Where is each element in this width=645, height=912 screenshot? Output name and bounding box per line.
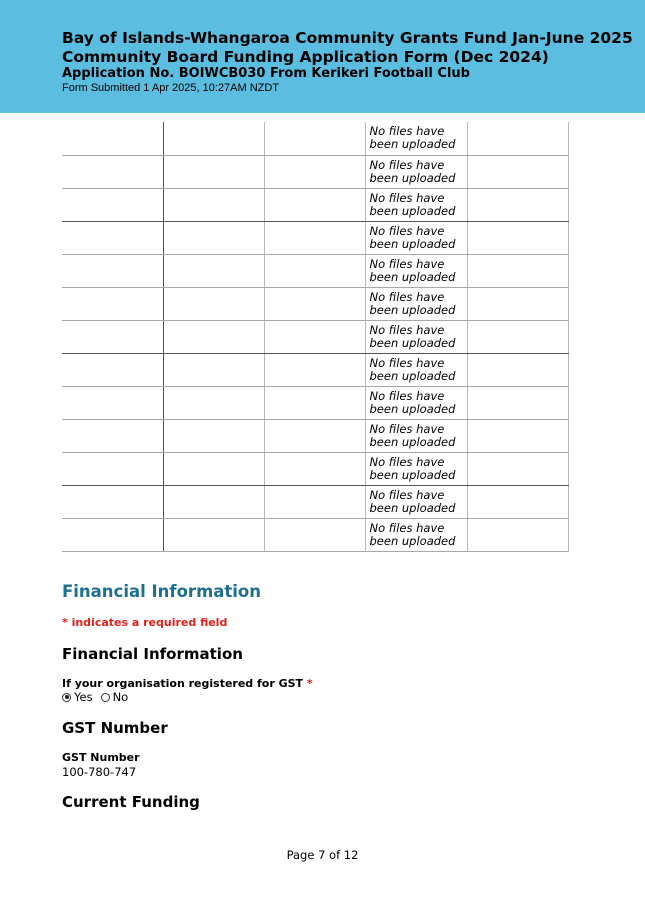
table-cell: [62, 452, 163, 485]
table-row: [62, 122, 568, 155]
table-cell: [467, 320, 568, 353]
table-cell: [467, 221, 568, 254]
gst-radio-yes[interactable]: [62, 690, 93, 704]
table-cell: [163, 419, 264, 452]
table-cell: [163, 386, 264, 419]
table-cell: [467, 155, 568, 188]
table-cell: [467, 485, 568, 518]
gst-registered-radio-group: [62, 690, 136, 704]
table-cell: [62, 320, 163, 353]
table-cell: [264, 254, 365, 287]
no-files-cell: No files have been uploaded: [365, 485, 467, 518]
table-cell: [467, 188, 568, 221]
table-row: [62, 419, 568, 452]
table-cell: [163, 485, 264, 518]
radio-unchecked-icon: [101, 693, 110, 702]
table-cell: [163, 320, 264, 353]
table-cell: [467, 122, 568, 155]
gst-radio-no[interactable]: [101, 690, 129, 704]
table-row: [62, 386, 568, 419]
table-cell: [264, 287, 365, 320]
gst-registered-question: If your organisation registered for GST: [62, 677, 304, 690]
table-cell: [163, 353, 264, 386]
page-number: Page 7 of 12: [286, 848, 359, 862]
table-cell: [467, 353, 568, 386]
application-number: Application No. BOIWCB030 From Kerikeri Football Club: [62, 66, 470, 81]
table-cell: [163, 452, 264, 485]
table-cell: [62, 419, 163, 452]
required-star: *: [306, 677, 313, 690]
no-files-cell: No files have been uploaded: [365, 221, 467, 254]
no-files-cell: No files have been uploaded: [365, 287, 467, 320]
table-cell: [163, 287, 264, 320]
table-cell: [62, 188, 163, 221]
gst-number-value: 100-780-747: [62, 765, 137, 779]
table-cell: [163, 254, 264, 287]
table-cell: [264, 155, 365, 188]
table-cell: [264, 452, 365, 485]
gst-registered-label: [62, 677, 313, 690]
no-files-cell: No files have been uploaded: [365, 386, 467, 419]
required-field-note: * indicates a required field: [62, 616, 228, 629]
table-row: [62, 188, 568, 221]
no-files-cell: No files have been uploaded: [365, 518, 467, 551]
gst-number-label: GST Number: [62, 751, 140, 764]
table-row: [62, 221, 568, 254]
table-cell: [62, 221, 163, 254]
form-title: Bay of Islands-Whangaroa Community Grants Fund Jan-June 2025 Community Board Funding Application Form (Dec 2024): [62, 29, 633, 66]
gst-radio-no-label: No: [112, 690, 129, 704]
no-files-cell: No files have been uploaded: [365, 353, 467, 386]
table-cell: [264, 518, 365, 551]
table-row: [62, 518, 568, 551]
table-cell: [163, 155, 264, 188]
no-files-cell: No files have been uploaded: [365, 254, 467, 287]
table-cell: [163, 188, 264, 221]
table-cell: [264, 485, 365, 518]
table-cell: [62, 122, 163, 155]
uploaded-files-table: [62, 122, 569, 552]
current-funding-heading: Current Funding: [62, 793, 200, 811]
page-header: [0, 0, 645, 113]
table-cell: [62, 386, 163, 419]
table-cell: [163, 518, 264, 551]
no-files-cell: No files have been uploaded: [365, 452, 467, 485]
table-row: [62, 485, 568, 518]
table-cell: [163, 122, 264, 155]
table-row: [62, 452, 568, 485]
section-title: Financial Information: [62, 582, 262, 601]
table-row: [62, 287, 568, 320]
table-cell: [264, 353, 365, 386]
table-cell: [467, 386, 568, 419]
table-cell: [467, 254, 568, 287]
table-row: [62, 155, 568, 188]
gst-radio-yes-label: Yes: [74, 690, 93, 704]
table-cell: [264, 320, 365, 353]
table-row: [62, 254, 568, 287]
table-cell: [62, 485, 163, 518]
radio-checked-icon: [62, 693, 71, 702]
table-cell: [62, 155, 163, 188]
no-files-cell: No files have been uploaded: [365, 188, 467, 221]
table-cell: [467, 287, 568, 320]
submission-timestamp: Form Submitted 1 Apr 2025, 10:27AM NZDT: [62, 82, 280, 94]
table-cell: [264, 386, 365, 419]
table-cell: [62, 287, 163, 320]
table-cell: [467, 452, 568, 485]
no-files-cell: No files have been uploaded: [365, 419, 467, 452]
table-cell: [62, 518, 163, 551]
table-cell: [264, 221, 365, 254]
no-files-cell: No files have been uploaded: [365, 320, 467, 353]
table-cell: [467, 518, 568, 551]
table-cell: [163, 221, 264, 254]
table-cell: [264, 419, 365, 452]
table-cell: [264, 122, 365, 155]
table-row: [62, 353, 568, 386]
table-cell: [467, 419, 568, 452]
no-files-cell: No files have been uploaded: [365, 155, 467, 188]
table-cell: [264, 188, 365, 221]
financial-information-heading: Financial Information: [62, 645, 243, 663]
table-cell: [62, 353, 163, 386]
no-files-cell: No files have been uploaded: [365, 122, 467, 155]
table-cell: [62, 254, 163, 287]
table-row: [62, 320, 568, 353]
gst-number-heading: GST Number: [62, 719, 168, 737]
